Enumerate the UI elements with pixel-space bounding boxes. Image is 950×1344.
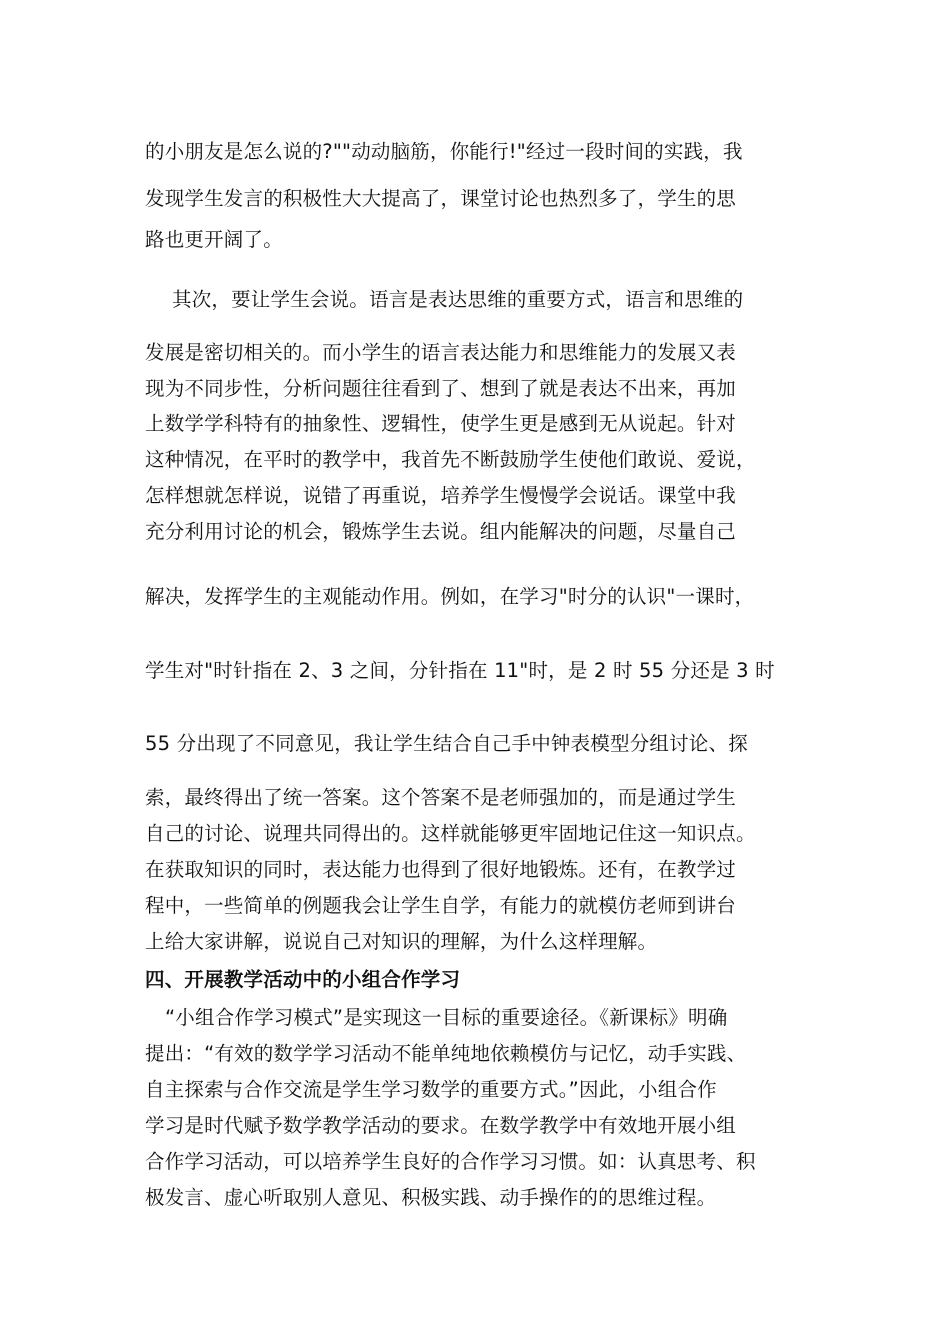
text-line: 自主探索与合作交流是学生学习数学的重要方式。”因此，小组合作 — [145, 1078, 717, 1101]
text-line: 极发言、虚心听取别人意见、积极实践、动手操作的的思维过程。 — [145, 1186, 717, 1209]
text-line: 55 分出现了不同意见，我让学生结合自己手中钟表模型分组讨论、探 — [145, 732, 748, 755]
text-line: 充分利用讨论的机会，锻炼学生去说。组内能解决的问题，尽量自己 — [145, 520, 737, 543]
text-line: 合作学习活动，可以培养学生良好的合作学习习惯。如：认真思考、积 — [145, 1150, 756, 1173]
text-line: 提出：“有效的数学学习活动不能单纯地依赖模仿与记忆，动手实践、 — [145, 1042, 747, 1065]
paragraph-start-line: “小组合作学习模式”是实现这一目标的重要途径。《新课标》明确 — [165, 1006, 728, 1029]
text-line: 怎样想就怎样说，说错了再重说，培养学生慢慢学会说话。课堂中我 — [145, 484, 737, 507]
text-line: 路也更开阔了。 — [145, 228, 283, 251]
paragraph-start-line: 其次，要让学生会说。语言是表达思维的重要方式，语言和思维的 — [172, 288, 744, 311]
text-line: 上给大家讲解，说说自己对知识的理解，为什么这样理解。 — [145, 930, 658, 953]
text-line: 的小朋友是怎么说的?""动动脑筋，你能行!"经过一段时间的实践，我 — [145, 140, 743, 163]
text-line: 上数学学科特有的抽象性、逻辑性，使学生更是感到无从说起。针对 — [145, 412, 737, 435]
text-line: 现为不同步性，分析问题往往看到了、想到了就是表达不出来，再加 — [145, 377, 737, 400]
text-line: 在获取知识的同时，表达能力也得到了很好地锻炼。还有，在教学过 — [145, 858, 737, 881]
text-line: 发现学生发言的积极性大大提高了，课堂讨论也热烈多了，学生的思 — [145, 187, 737, 210]
text-line: 自己的讨论、说理共同得出的。这样就能够更牢固地记住这一知识点。 — [145, 822, 756, 845]
text-line: 发展是密切相关的。而小学生的语言表达能力和思维能力的发展又表 — [145, 341, 737, 364]
text-line: 学习是时代赋予数学教学活动的要求。在数学教学中有效地开展小组 — [145, 1114, 737, 1137]
text-line: 索，最终得出了统一答案。这个答案不是老师强加的，而是通过学生 — [145, 786, 737, 809]
text-line: 这种情况，在平时的教学中，我首先不断鼓励学生使他们敢说、爱说， — [145, 448, 756, 471]
text-line: 解决，发挥学生的主观能动作用。例如，在学习"时分的认识"一课时， — [145, 585, 755, 608]
text-line: 学生对"时针指在 2、3 之间，分针指在 11"时，是 2 时 55 分还是 3 时 — [145, 659, 775, 682]
text-line: 程中，一些简单的例题我会让学生自学，有能力的就模仿老师到讲台 — [145, 894, 737, 917]
section-heading: 四、开展教学活动中的小组合作学习 — [145, 968, 461, 991]
